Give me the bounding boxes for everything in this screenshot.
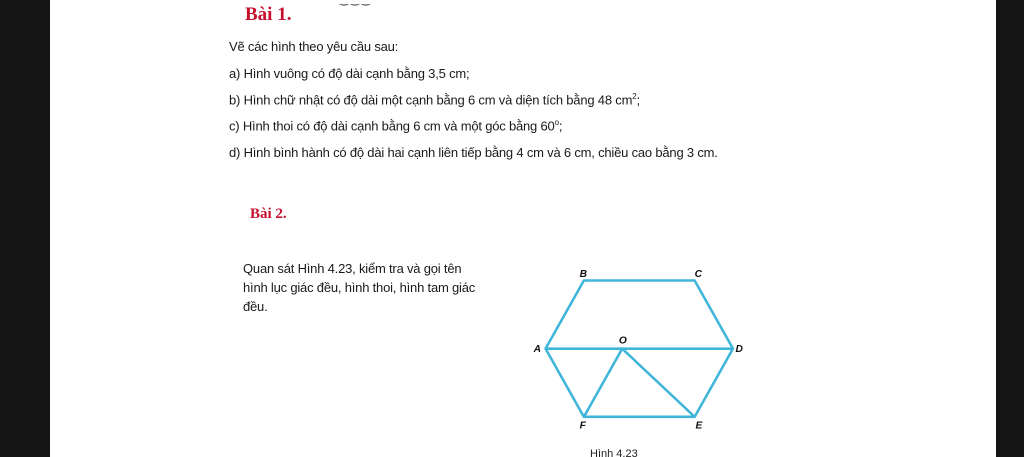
exercise-2-title: Bài 2.: [250, 206, 287, 222]
exercise-2-text: Quan sát Hình 4.23, kiểm tra và gọi tên hình lục giác đều, hình thoi, hình tam giác đều.: [243, 261, 476, 314]
exercise-1-title: Bài 1.: [245, 4, 292, 25]
exercise-1-item-d: d) Hình bình hành có độ dài hai cạnh liên tiếp bằng 4 cm và 6 cm, chiều cao bằng 3 cm.: [229, 145, 718, 160]
figure-caption: Hình 4.23: [590, 448, 638, 457]
exercise-1-item-a: a) Hình vuông có độ dài cạnh bằng 3,5 cm;: [229, 66, 470, 81]
vertex-label-B: B: [579, 269, 588, 281]
item-b-superscript: 2: [632, 92, 637, 101]
item-c-text: c) Hình thoi có độ dài cạnh bằng 6 cm và một góc bằng 60: [229, 118, 555, 134]
center-label-O: O: [618, 335, 627, 347]
vertex-label-A: A: [533, 344, 542, 356]
item-c-tail: ;: [558, 118, 563, 134]
vertex-label-D: D: [735, 344, 743, 356]
item-b-text: b) Hình chữ nhật có độ dài một cạnh bằng 6 cm và diện tích bằng 48 cm: [229, 92, 633, 108]
document-page: [50, 0, 996, 457]
exercise-1-item-b: [229, 92, 640, 107]
hexagon-figure: [520, 248, 750, 457]
vertex-label-F: F: [579, 420, 586, 432]
item-c-superscript: o: [554, 118, 559, 127]
segment-OE: [622, 349, 694, 417]
exercise-1-intro: Vẽ các hình theo yêu cầu sau:: [229, 39, 399, 54]
cropped-top-text: ‿ ‿ ‿: [340, 0, 370, 6]
hexagon-diagram: [520, 248, 750, 457]
vertex-label-E: E: [695, 420, 703, 432]
exercise-1-item-c: [229, 118, 562, 133]
segment-OF: [584, 349, 622, 417]
vertex-label-C: C: [694, 269, 703, 281]
item-b-tail: ;: [636, 92, 640, 108]
